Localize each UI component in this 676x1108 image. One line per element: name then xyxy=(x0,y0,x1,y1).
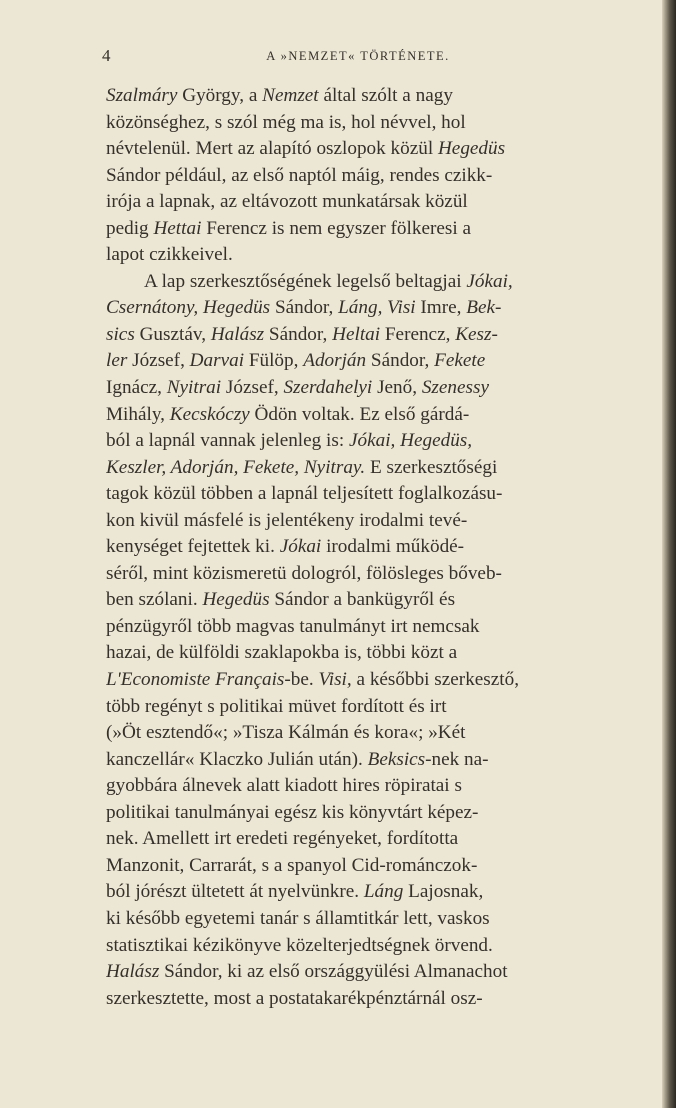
page-header xyxy=(102,46,614,68)
text-line xyxy=(106,534,614,561)
italic-name: Hegedüs xyxy=(202,589,270,611)
text-line xyxy=(106,773,614,800)
text-line xyxy=(106,933,614,960)
text-run: pedig xyxy=(106,217,154,239)
text-line xyxy=(106,481,614,508)
text-line xyxy=(106,640,614,667)
text-run: Sándor például, az első naptól máig, rendes czikk- xyxy=(106,164,493,186)
text-run: -nek na- xyxy=(425,748,489,770)
text-line xyxy=(106,561,614,588)
text-line xyxy=(106,800,614,827)
text-run: ból a lapnál vannak jelenleg is: xyxy=(106,430,349,452)
text-run: Sándor, xyxy=(366,350,435,372)
text-run: irodalmi működé- xyxy=(321,536,465,558)
text-run: szerkesztette, most a postatakarékpénztárnál osz- xyxy=(106,987,483,1009)
italic-name: Beksics xyxy=(367,748,426,770)
text-run: Lajosnak, xyxy=(403,881,484,903)
italic-name: Jókai xyxy=(279,536,322,558)
italic-name: Szerdahelyi xyxy=(283,377,373,399)
text-run: több regényt s politikai müvet fordított és irt xyxy=(106,695,447,717)
italic-name: Visi, xyxy=(318,669,352,691)
text-line xyxy=(106,322,614,349)
text-line xyxy=(106,375,614,402)
text-line xyxy=(106,587,614,614)
text-run: Gusztáv, xyxy=(134,323,211,345)
italic-name: Halász xyxy=(210,323,265,345)
text-line xyxy=(106,242,614,269)
text-run: Ödön voltak. Ez első gárdá- xyxy=(249,403,470,425)
italic-name: Halász xyxy=(106,961,160,983)
italic-name: Heltai xyxy=(332,323,381,345)
italic-name: Hettai xyxy=(153,217,202,239)
text-run: József, xyxy=(221,377,284,399)
text-line xyxy=(106,667,614,694)
text-run: névtelenül. Mert az alapító oszlopok közül xyxy=(106,138,438,160)
text-run: pénzügyről több magvas tanulmányt irt nemcsak xyxy=(106,615,480,637)
text-run: Sándor, ki az első országgyülési Almanachot xyxy=(159,961,508,983)
text-line xyxy=(106,269,614,296)
text-line xyxy=(106,163,614,190)
text-run: György, a xyxy=(177,85,263,106)
text-run: közönséghez, s szól még ma is, hol névvel, hol xyxy=(106,111,466,133)
italic-name: Szenessy xyxy=(421,377,489,399)
text-run: a későbbi szerkesztő, xyxy=(351,669,520,691)
page-edge-shadow xyxy=(662,0,676,1108)
text-run: Sándor, xyxy=(270,297,339,319)
text-line xyxy=(106,747,614,774)
text-run: ból jórészt ültetett át nyelvünkre. xyxy=(106,881,364,903)
text-line xyxy=(106,402,614,429)
text-line xyxy=(106,614,614,641)
text-line xyxy=(106,455,614,482)
italic-name: Darvai xyxy=(189,350,245,372)
text-line xyxy=(106,986,614,1013)
text-run: Sándor a bankügyről és xyxy=(269,589,456,611)
text-run: Jenő, xyxy=(372,377,422,399)
text-line xyxy=(106,83,614,110)
text-run: Sándor, xyxy=(264,323,333,345)
text-line xyxy=(106,110,614,137)
italic-name: Jókai, xyxy=(466,270,513,292)
text-run: -be. xyxy=(284,669,319,691)
text-run: Ferencz, xyxy=(380,323,456,345)
italic-name: sics xyxy=(106,323,135,345)
italic-name: Szalmáry xyxy=(106,85,178,106)
text-run: irója a lapnak, az eltávozott munkatársak közül xyxy=(106,191,468,213)
italic-name: Kesz- xyxy=(455,323,498,345)
text-line xyxy=(106,428,614,455)
italic-name: Nyitrai xyxy=(166,377,222,399)
text-run: tagok közül többen a lapnál teljesített foglalkozásu- xyxy=(106,483,503,505)
italic-name: Kecskóczy xyxy=(169,403,250,425)
text-line xyxy=(106,826,614,853)
text-run: által szólt a nagy xyxy=(318,85,453,106)
text-run: kenységet fejtettek ki. xyxy=(106,536,280,558)
text-run: nek. Amellett irt eredeti regényeket, fordította xyxy=(106,828,459,850)
text-run: politikai tanulmányai egész kis könyvtárt képez- xyxy=(106,801,479,823)
text-run: Imre, xyxy=(415,297,467,319)
running-head: A »NEMZET« TÖRTÉNETE. xyxy=(266,49,450,63)
text-run: séről, mint közismeretü dologról, fölösleges bőveb- xyxy=(106,562,502,584)
text-run: József, xyxy=(127,350,190,372)
text-line xyxy=(106,879,614,906)
text-line xyxy=(106,295,614,322)
text-line xyxy=(106,720,614,747)
text-line xyxy=(106,508,614,535)
text-run: Fülöp, xyxy=(244,350,304,372)
text-run: lapot czikkeivel. xyxy=(106,244,233,266)
text-line xyxy=(106,959,614,986)
text-line xyxy=(106,136,614,163)
italic-name: Csernátony, Hegedüs xyxy=(106,297,271,319)
text-run: Manzonit, Carrarát, s a spanyol Cid-románczok- xyxy=(106,854,478,876)
italic-name: L'Economiste Français xyxy=(106,669,285,691)
text-line xyxy=(106,348,614,375)
text-run: kanczellár« Klaczko Julián után). xyxy=(106,748,368,770)
text-line xyxy=(106,853,614,880)
italic-name: Nemzet xyxy=(262,85,319,106)
text-run: E szerkesztőségi xyxy=(365,456,498,478)
italic-name: Hegedüs xyxy=(437,138,506,160)
text-run: Ferencz is nem egyszer fölkeresi a xyxy=(201,217,471,239)
page-number: 4 xyxy=(102,46,111,65)
italic-name: Bek- xyxy=(466,297,502,319)
italic-name: Láng xyxy=(363,881,404,903)
text-run: kon kivül másfelé is jelentékeny irodalmi tevé- xyxy=(106,509,468,531)
text-line xyxy=(106,694,614,721)
text-line xyxy=(106,216,614,243)
italic-name: ler xyxy=(106,350,128,372)
text-run: ben szólani. xyxy=(106,589,203,611)
text-run: statisztikai kézikönyve közelterjedtségnek örvend. xyxy=(106,934,493,956)
italic-name: Jókai, Hegedüs, xyxy=(348,430,473,452)
text-run: (»Öt esztendő«; »Tisza Kálmán és kora«; »Két xyxy=(106,722,466,744)
text-run: Ignácz, xyxy=(106,377,167,399)
text-run: A lap szerkesztőségének legelső beltagjai xyxy=(144,270,467,292)
italic-name: Láng, Visi xyxy=(338,297,416,319)
text-run: gyobbára álnevek alatt kiadott hires röpiratai s xyxy=(106,775,462,797)
text-run: Mihály, xyxy=(106,403,170,425)
text-line xyxy=(106,189,614,216)
italic-name: Adorján xyxy=(303,350,367,372)
italic-name: Fekete xyxy=(434,350,486,372)
italic-name: Keszler, Adorján, Fekete, Nyitray. xyxy=(106,456,366,478)
text-line xyxy=(106,906,614,933)
text-run: hazai, de külföldi szaklapokba is, többi közt a xyxy=(106,642,458,664)
body-text xyxy=(106,83,614,1012)
text-run: ki később egyetemi tanár s államtitkár lett, vaskos xyxy=(106,907,490,929)
